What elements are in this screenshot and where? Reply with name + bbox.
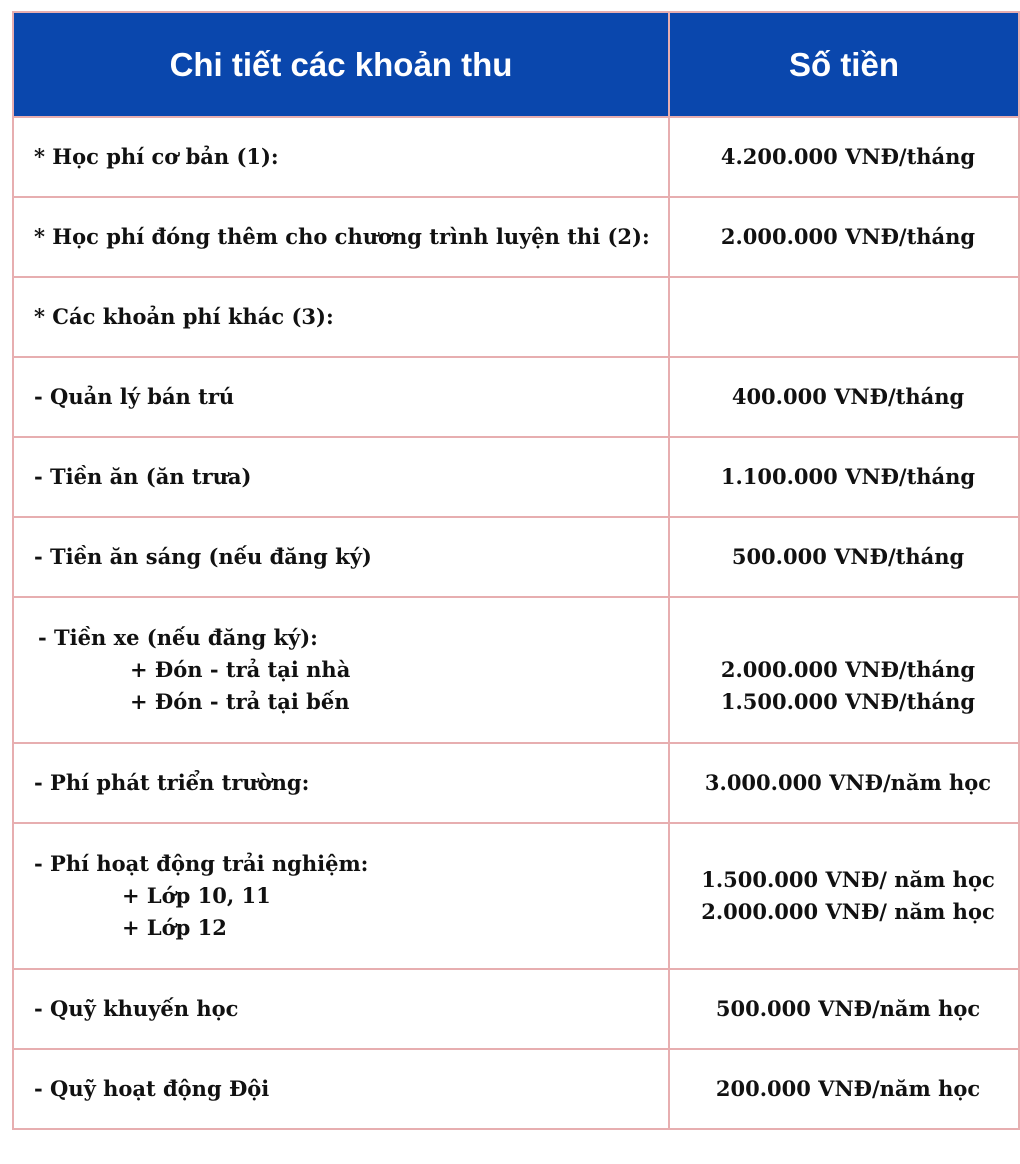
row-label: * Các khoản phí khác (3):: [13, 277, 669, 357]
table-row: [13, 1049, 1019, 1129]
table-row: [13, 197, 1019, 277]
row-amount: 2.000.000 VNĐ/ năm học: [701, 899, 995, 924]
row-label: - Tiền ăn sáng (nếu đăng ký): [13, 517, 669, 597]
row-sub-label: + Lớp 12: [122, 915, 227, 940]
row-sub-label: + Đón - trả tại bến: [130, 689, 350, 714]
header-item-column: Chi tiết các khoản thu: [13, 12, 669, 117]
table-row: [13, 743, 1019, 823]
table-row: [13, 517, 1019, 597]
row-amount: 2.000.000 VNĐ/tháng: [669, 197, 1019, 277]
row-amount: 1.100.000 VNĐ/tháng: [669, 437, 1019, 517]
row-amount: 500.000 VNĐ/năm học: [669, 969, 1019, 1049]
row-amount-group: [669, 823, 1019, 969]
row-sub-label: + Lớp 10, 11: [122, 883, 271, 908]
table-row: [13, 357, 1019, 437]
row-amount: 2.000.000 VNĐ/tháng: [720, 657, 976, 682]
table-header-row: [13, 12, 1019, 117]
row-amount: 3.000.000 VNĐ/năm học: [669, 743, 1019, 823]
fee-table: [12, 11, 1020, 1130]
row-label: * Học phí đóng thêm cho chương trình luyện thi (2):: [13, 197, 669, 277]
table-row: [13, 969, 1019, 1049]
row-amount: 1.500.000 VNĐ/ năm học: [701, 867, 995, 892]
table-row: [13, 823, 1019, 969]
row-amount: 1.500.000 VNĐ/tháng: [720, 689, 976, 714]
table-row: [13, 437, 1019, 517]
row-label: - Tiền xe (nếu đăng ký):: [38, 625, 318, 650]
row-amount: 500.000 VNĐ/tháng: [669, 517, 1019, 597]
row-label: - Quỹ khuyến học: [13, 969, 669, 1049]
row-label: - Tiền ăn (ăn trưa): [13, 437, 669, 517]
row-label: - Phí hoạt động trải nghiệm:: [34, 851, 369, 876]
table-row: [13, 597, 1019, 743]
row-label: - Phí phát triển trường:: [13, 743, 669, 823]
row-label-group: [13, 597, 669, 743]
row-amount: [669, 277, 1019, 357]
row-amount-group: [669, 597, 1019, 743]
row-label: - Quản lý bán trú: [13, 357, 669, 437]
table-row: [13, 277, 1019, 357]
row-amount: 4.200.000 VNĐ/tháng: [669, 117, 1019, 197]
row-amount: 400.000 VNĐ/tháng: [669, 357, 1019, 437]
table-row: [13, 117, 1019, 197]
row-label: - Quỹ hoạt động Đội: [13, 1049, 669, 1129]
row-label: * Học phí cơ bản (1):: [13, 117, 669, 197]
row-amount: 200.000 VNĐ/năm học: [669, 1049, 1019, 1129]
row-label-group: [13, 823, 669, 969]
row-sub-label: + Đón - trả tại nhà: [130, 657, 351, 682]
header-amount-column: Số tiền: [669, 12, 1019, 117]
